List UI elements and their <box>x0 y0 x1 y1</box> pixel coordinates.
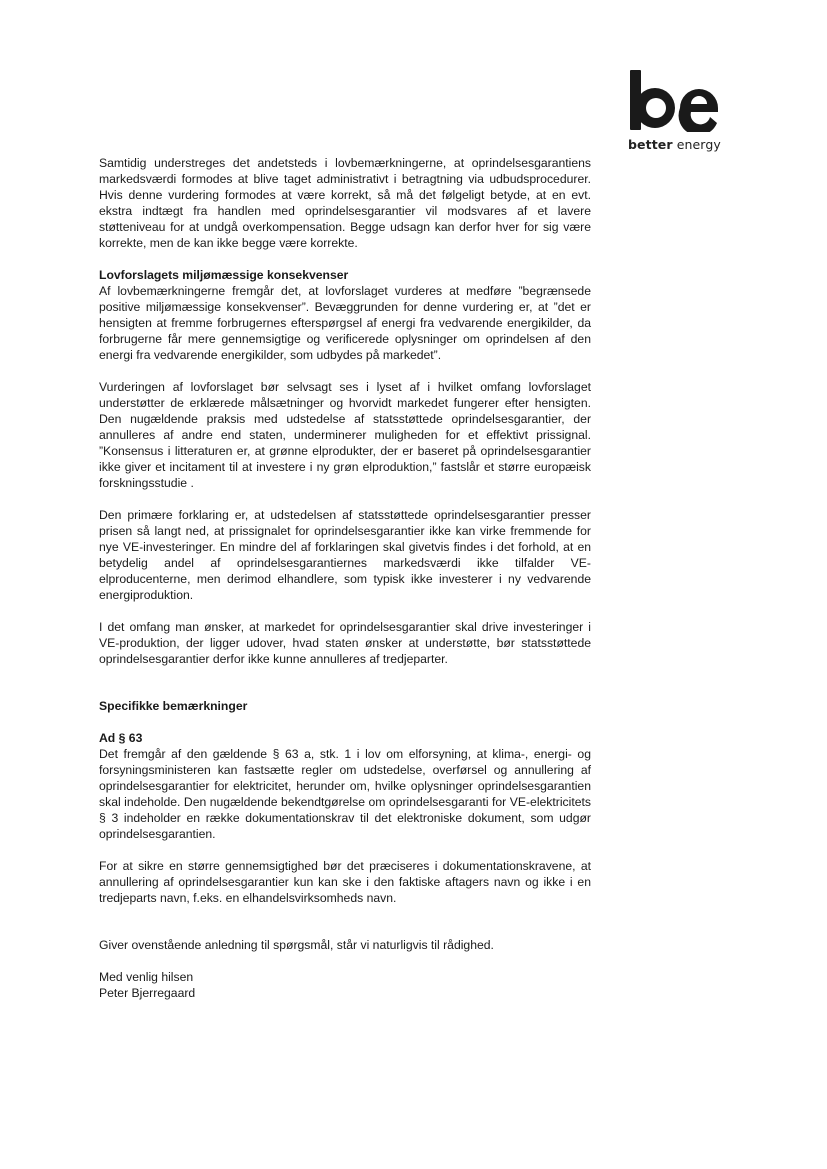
environment-paragraph-3: Den primære forklaring er, at udstedelsen af statsstøttede oprindelsesgarantier presser prisen så langt ned, at prissignalet for oprindelsesgarantier ikke kan virke fremmende for nye VE-investeringer. En mindre del af forklaringen skal givetvis findes i det forhold, at en betydelig andel af oprindelsesgarantiernes markedsværdi ikke tilfalder VE-elproducenterne, men derimod elhandlere, som typisk ikke investerer i ny vedvarende energiproduktion. <box>99 508 591 602</box>
logo-caption-rest: energy <box>672 137 721 152</box>
specific-heading: Specifikke bemærkninger <box>99 699 248 713</box>
section-63-heading: Ad § 63 <box>99 731 143 745</box>
environment-paragraph-1: Af lovbemærkningerne fremgår det, at lovforslaget vurderes at medføre ”begrænsede positive miljømæssige konsekvenser”. Bevæggrunden for denne vurdering er, at ”det er hensigten at fremme forbrugernes efterspørgsel af energi fra vedvarende energikilder, da forbrugerne får mere gennemsigtige og verificerede oplysninger om oprindelsen af den energi fra vedvarende energikilder, som udbydes på markedet”. <box>99 284 591 362</box>
environment-paragraph-2: Vurderingen af lovforslaget bør selvsagt ses i lyset af i hvilket omfang lovforslaget understøtter de erklærede målsætninger og hvorvidt markedet fungerer efter hensigten. Den nugældende praksis med udstedelse af statsstøttede oprindelsesgarantier, der annulleres af andre end staten, underminerer muligheden for et effektivt prissignal. ”Konsensus i litteraturen er, at grønne elprodukter, der er baseret på oprindelsesgarantier ikke giver et incitament til at investere i ny grøn elproduktion,” fastslår et større europæisk forskningsstudie . <box>99 380 591 490</box>
closing-question-line: Giver ovenstående anledning til spørgsmål, står vi naturligvis til rådighed. <box>99 938 494 952</box>
closing-greeting: Med venlig hilsen <box>99 970 194 984</box>
specific-paragraph-2: For at sikre en større gennemsigtighed bør det præciseres i dokumentationskravene, at annullering af oprindelsesgarantier kun kan ske i den faktiske aftagers navn og ikke i en tredjeparts navn, f.eks. en elhandelsvirksomheds navn. <box>99 859 591 905</box>
environment-heading: Lovforslagets miljømæssige konsekvenser <box>99 268 349 282</box>
specific-paragraph-1: Det fremgår af den gældende § 63 a, stk. 1 i lov om elforsyning, at klima-, energi- og forsyningsministeren kan fastsætte regler om udstedelse, overførsel og annullering af oprindelsesgarantier for elektricitet, herunder om, hvilke oplysninger oprindelsesgarantien skal indeholde. Den nugældende bekendtgørelse om oprindelsesgaranti for VE-elektricitets § 3 indeholder en række dokumentationskrav til det elektroniske dokument, som udgør oprindelsesgarantien. <box>99 747 591 841</box>
intro-paragraph: Samtidig understreges det andetsteds i lovbemærkningerne, at oprindelsesgarantiens markedsværdi formodes at blive taget administrativt i betragtning via udbudsprocedurer. Hvis denne vurdering formodes at være korrekt, så må det følgeligt betyde, at en evt. ekstra indtægt fra handlen med oprindelsesgarantier vil modsvares af et lavere støtteniveau for at undgå overkompensation. Begge udsagn kan derfor hver for sig være korrekte, men de kan ikke begge være korrekte. <box>99 156 591 250</box>
letter-body <box>99 155 591 1001</box>
logo-caption-bold: better <box>628 137 673 152</box>
logo-caption <box>628 137 721 152</box>
signature-name: Peter Bjerregaard <box>99 986 196 1000</box>
environment-paragraph-4: I det omfang man ønsker, at markedet for oprindelsesgarantier skal drive investeringer i VE-produktion, der ligger udover, hvad staten ønsker at understøtte, bør statsstøttede oprindelsesgarantier derfor ikke kunne annulleres af tredjeparter. <box>99 620 591 666</box>
be-logo-mark <box>628 70 720 132</box>
